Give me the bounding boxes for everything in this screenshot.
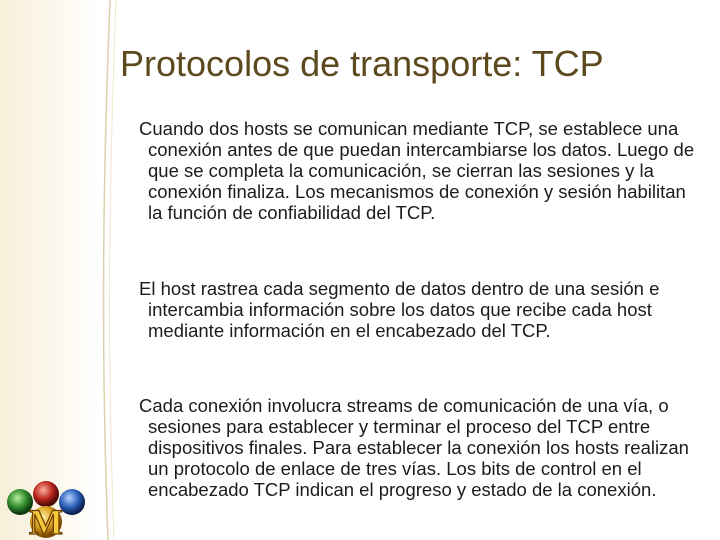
m-logo-icon: [4, 476, 88, 540]
svg-text:M: M: [29, 502, 63, 540]
paragraph-segment-tracking: El host rastrea cada segmento de datos dentro de una sesión e intercambia información sobre los datos que recibe cada host mediante información en el encabezado del TCP.: [139, 278, 660, 341]
slide-left-band: [0, 0, 100, 540]
paragraph-three-way-handshake: Cada conexión involucra streams de comunicación de una vía, o sesiones para establecer y terminar el proceso del TCP entre dispositivos finales. Para establecer la conexión los hosts realizan un protocolo de enlace de tres vías. Los bits de control en el encabezado TCP indican el progreso y estado de la conexión.: [139, 395, 689, 500]
paragraph-connection: Cuando dos hosts se comunican mediante TCP, se establece una conexión antes de que puedan intercambiarse los datos. Luego de que se completa la comunicación, se cierran las sesiones y la conexión finaliza. Los mecanismos de conexión y sesión habilitan la función de confiabilidad del TCP.: [139, 118, 695, 223]
slide-title: Protocolos de transporte: TCP: [120, 43, 604, 84]
